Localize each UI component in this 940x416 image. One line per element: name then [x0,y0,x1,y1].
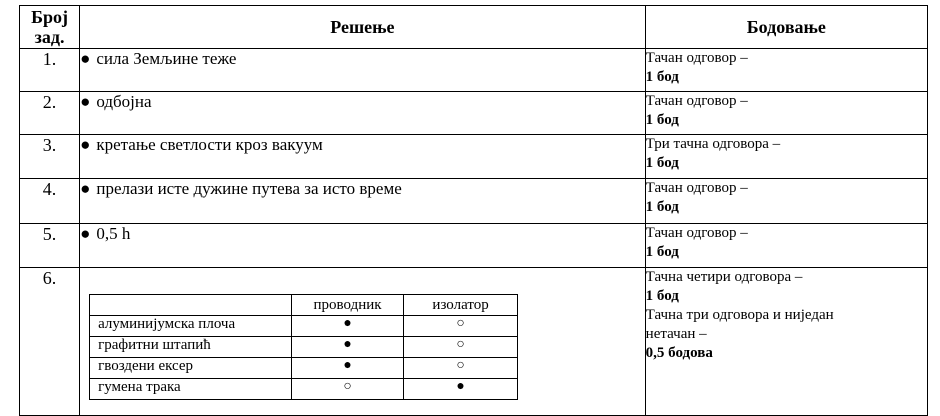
task-number: 5. [20,224,80,268]
table-row [20,135,928,179]
inner-header-empty [90,295,292,316]
conductor-insulator-table [89,294,518,400]
score-points: 0,5 бодова [645,345,713,361]
task-number: 1. [20,49,80,92]
insulator-mark: ○ [404,316,518,337]
solution-text: одбојна [96,92,152,111]
answer-key-table [19,5,928,416]
scoring-cell [645,179,927,224]
score-text: Тачна четири одговора – [645,269,803,285]
conductor-mark: ● [292,337,404,358]
insulator-mark: ○ [404,358,518,379]
table-row [20,49,928,92]
inner-header-conductor: проводник [292,295,404,316]
bullet-icon: ● [80,179,91,198]
conductor-mark: ○ [292,379,404,400]
table-row [20,92,928,135]
score-points: 1 бод [645,112,679,128]
score-text: Тачан одговор – [645,50,748,66]
task-number: 2. [20,92,80,135]
header-solution: Решење [80,6,646,49]
score-text: Тачна три одговора и ниједан [645,307,834,323]
score-points: 1 бод [645,244,679,260]
inner-row [90,379,518,400]
solution-cell [80,268,646,416]
bullet-icon: ● [80,224,91,243]
solution-cell [80,224,646,268]
material-label: графитни штапић [90,337,292,358]
conductor-mark: ● [292,358,404,379]
inner-row [90,337,518,358]
solution-text: прелази исте дужине путева за исто време [96,179,402,198]
scoring-cell [645,92,927,135]
task-number: 6. [20,268,80,416]
score-points: 1 бод [645,69,679,85]
solution-cell [80,49,646,92]
material-label: алуминијумска плоча [90,316,292,337]
score-text: Тачан одговор – [645,180,748,196]
solution-text: сила Земљине теже [96,49,237,68]
header-task-number: Број зад. [20,6,80,49]
insulator-mark: ○ [404,337,518,358]
score-text: Тачан одговор – [645,93,748,109]
inner-row [90,316,518,337]
score-text: Тачан одговор – [645,225,748,241]
task-number: 3. [20,135,80,179]
scoring-cell [645,49,927,92]
material-label: гумена трака [90,379,292,400]
scoring-cell [645,135,927,179]
solution-cell [80,179,646,224]
table-row [20,268,928,416]
inner-header-insulator: изолатор [404,295,518,316]
scoring-cell [645,224,927,268]
table-row [20,179,928,224]
bullet-icon: ● [80,135,91,154]
inner-header-row [90,295,518,316]
bullet-icon: ● [80,49,91,68]
inner-row [90,358,518,379]
insulator-mark: ● [404,379,518,400]
solution-cell [80,92,646,135]
solution-cell [80,135,646,179]
bullet-icon: ● [80,92,91,111]
score-text: нетачан – [645,326,707,342]
score-points: 1 бод [645,288,679,304]
score-text: Три тачна одговора – [645,136,781,152]
table-row [20,224,928,268]
scoring-cell [645,268,927,416]
header-row [20,6,928,49]
solution-text: кретање светлости кроз вакуум [96,135,323,154]
task-number: 4. [20,179,80,224]
score-points: 1 бод [645,155,679,171]
header-scoring: Бодовање [645,6,927,49]
score-points: 1 бод [645,199,679,215]
conductor-mark: ● [292,316,404,337]
solution-text: 0,5 h [96,224,131,243]
material-label: гвоздени ексер [90,358,292,379]
